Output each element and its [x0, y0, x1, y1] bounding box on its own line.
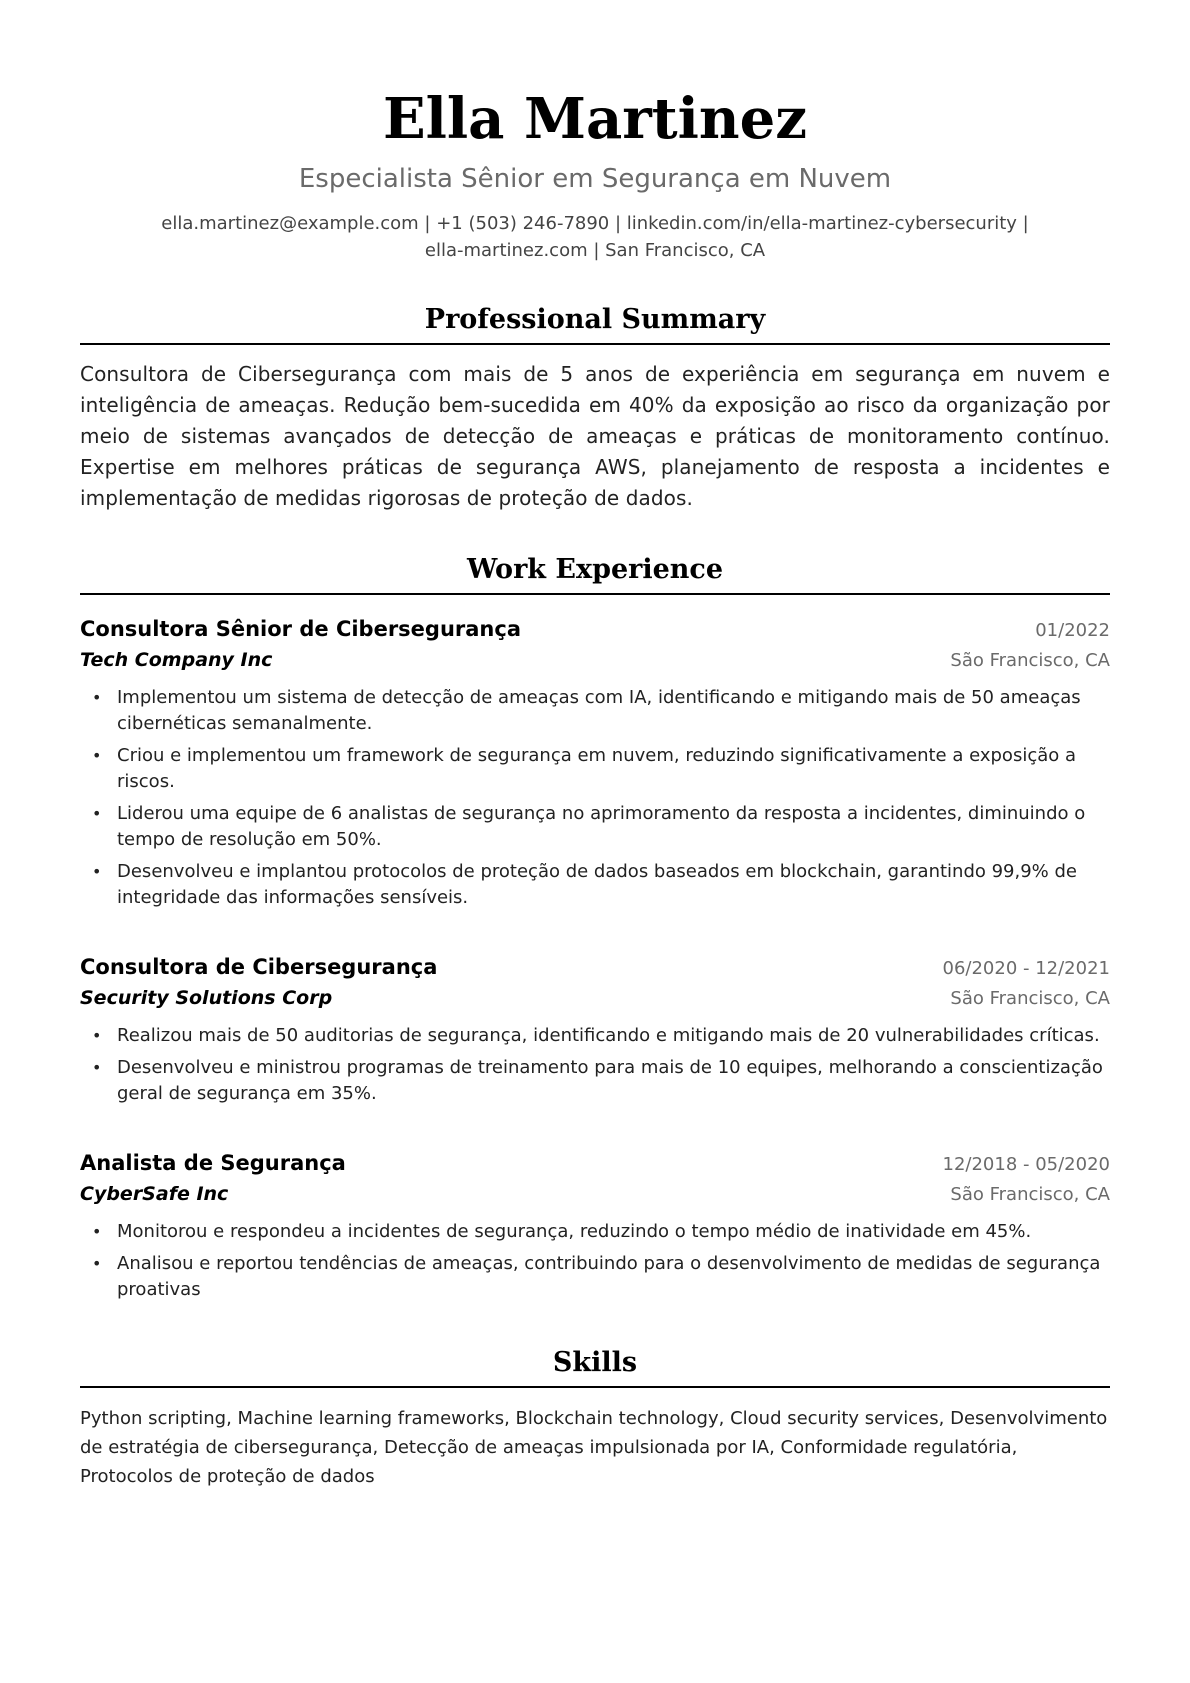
job-dates: 06/2020 - 12/2021 — [942, 958, 1110, 979]
work-experience-section — [80, 552, 1110, 1303]
candidate-title: Especialista Sênior em Segurança em Nuvem — [298, 164, 892, 194]
skills-heading: Skills — [80, 1345, 1110, 1388]
job-location: São Francisco, CA — [950, 988, 1110, 1009]
job-company: Tech Company Inc — [80, 649, 273, 671]
contact-line-2: ella-martinez.com | San Francisco, CA — [424, 240, 766, 261]
work-experience-heading: Work Experience — [80, 552, 1110, 595]
job-bullets — [80, 1023, 1110, 1107]
job-bullet: • Desenvolveu e implantou protocolos de proteção de dados baseados em blockchain, garantindo 99,9% de integridade das informações sensíveis. — [80, 859, 1110, 911]
job-entry — [80, 1147, 1110, 1303]
job-dates: 12/2018 - 05/2020 — [942, 1154, 1110, 1175]
job-bullet: • Implementou um sistema de detecção de ameaças com IA, identificando e mitigando mais de 50 ameaças cibernéticas semanalmente. — [80, 685, 1110, 737]
job-bullets — [80, 685, 1110, 911]
skills-section — [80, 1345, 1110, 1491]
job-bullets — [80, 1219, 1110, 1303]
contact-line-1: ella.martinez@example.com | +1 (503) 246-7890 | linkedin.com/in/ella-martinez-cybersecurity | — [161, 213, 1029, 234]
skills-text: Python scripting, Machine learning frameworks, Blockchain technology, Cloud security services, Desenvolvimento de estratégia de cibersegurança, Detecção de ameaças impulsionada por IA, Conformidade regulatória, Protocolos de proteção de dados — [80, 1408, 1108, 1487]
job-location: São Francisco, CA — [950, 650, 1110, 671]
resume-header — [80, 0, 1110, 264]
job-dates: 01/2022 — [1035, 620, 1110, 641]
job-role: Consultora Sênior de Cibersegurança — [80, 617, 521, 641]
job-bullet: • Desenvolveu e ministrou programas de treinamento para mais de 10 equipes, melhorando a conscientização geral de segurança em 35%. — [80, 1055, 1110, 1107]
job-entry — [80, 613, 1110, 911]
contact-info — [80, 210, 1110, 264]
job-company: Security Solutions Corp — [80, 987, 333, 1009]
summary-heading: Professional Summary — [80, 302, 1110, 345]
job-entry — [80, 951, 1110, 1107]
summary-section — [80, 302, 1110, 514]
job-role: Consultora de Cibersegurança — [80, 955, 438, 979]
candidate-name: Ella Martinez — [382, 86, 808, 152]
job-location: São Francisco, CA — [950, 1184, 1110, 1205]
job-company: CyberSafe Inc — [80, 1183, 229, 1205]
job-bullet: • Monitorou e respondeu a incidentes de segurança, reduzindo o tempo médio de inatividade em 45%. — [80, 1219, 1110, 1245]
job-bullet: • Criou e implementou um framework de segurança em nuvem, reduzindo significativamente a exposição a riscos. — [80, 743, 1110, 795]
job-bullet: • Analisou e reportou tendências de ameaças, contribuindo para o desenvolvimento de medidas de segurança proativas — [80, 1251, 1110, 1303]
job-role: Analista de Segurança — [80, 1151, 346, 1175]
summary-text: Consultora de Cibersegurança com mais de 5 anos de experiência em segurança em nuvem e inteligência de ameaças. Redução bem-sucedida em 40% da exposição ao risco da organização por meio de sistemas avançados de detecção de ameaças e práticas de monitoramento contínuo. Expertise em melhores práticas de segurança AWS, planejamento de resposta a incidentes e implementação de medidas rigorosas de proteção de dados. — [80, 362, 1110, 510]
job-bullet: • Realizou mais de 50 auditorias de segurança, identificando e mitigando mais de 20 vulnerabilidades críticas. — [80, 1023, 1110, 1049]
job-bullet: • Liderou uma equipe de 6 analistas de segurança no aprimoramento da resposta a incidentes, diminuindo o tempo de resolução em 50%. — [80, 801, 1110, 853]
